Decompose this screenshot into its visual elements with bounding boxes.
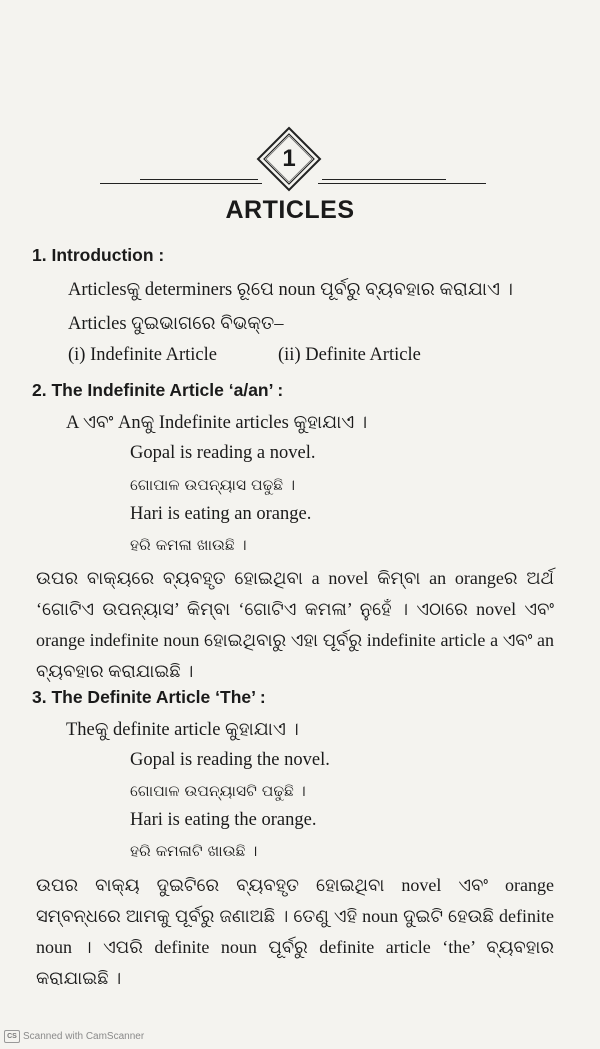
example-translation: ହରି କମଳା ଖାଉଛି । [130,536,247,554]
section-intro: A ଏବଂ Anକୁ Indefinite articles କୁହାଯାଏ । [66,413,368,433]
rule-left [100,183,262,184]
example-sentence: Hari is eating an orange. [130,504,312,524]
article-type-indefinite: (i) Indefinite Article [68,345,217,365]
section-heading-definite-article: 3. The Definite Article ‘The’ : [32,687,266,707]
example-translation: ଗୋପାଳ ଉପନ୍ୟାସଟି ପଢୁଛି । [130,782,306,800]
scanner-watermark [4,1030,144,1043]
example-translation: ଗୋପାଳ ଉପନ୍ୟାସ ପଢୁଛି । [130,476,296,494]
example-translation: ହରି କମଳାଟି ଖାଉଛି । [130,842,258,860]
article-type-definite: (ii) Definite Article [278,345,421,365]
section-heading-introduction: 1. Introduction : [32,245,165,265]
watermark-text: Scanned with CamScanner [23,1031,145,1042]
rule-left-thin [140,179,258,180]
chapter-badge [256,126,322,192]
chapter-title: ARTICLES [225,196,355,224]
rule-right-thin [322,179,446,180]
intro-line: Articles ଦୁଇଭାଗରେ ବିଭକ୍ତ– [68,314,284,334]
section-intro: Theକୁ definite article କୁହାଯାଏ । [66,720,299,740]
rule-right [318,183,486,184]
section-heading-indefinite-article: 2. The Indefinite Article ‘a/an’ : [32,380,284,400]
chapter-number: 1 [282,145,296,172]
explanation-paragraph: ଉପର ବାକ୍ୟରେ ବ୍ୟବହୃତ ହୋଇଥିବା a novel କିମ୍ବା an orangeର ଅର୍ଥ ‘ଗୋଟିଏ ଉପନ୍ୟାସ’ କିମ୍ବା ‘ଗୋଟିଏ କମଳା’ ନୁହେଁ । ଏଠାରେ novel ଏବଂ orange indefinite noun ହୋଇଥିବାରୁ ଏହା ପୂର୍ବରୁ indefinite article a ଏବଂ an ବ୍ୟବହାର କରାଯାଇଛି । [36,568,554,681]
explanation-paragraph: ଉପର ବାକ୍ୟ ଦୁଇଟିରେ ବ୍ୟବହୃତ ହୋଇଥିବା novel ଏବଂ orange ସମ୍ବନ୍ଧରେ ଆମକୁ ପୂର୍ବରୁ ଜଣାଅଛି । ତେଣୁ ଏହି noun ଦୁଇଟି ହେଉଛି definite noun । ଏପରି definite noun ପୂର୍ବରୁ definite article ‘the’ ବ୍ୟବହାର କରାଯାଇଛି । [36,875,554,988]
example-sentence: Hari is eating the orange. [130,810,317,830]
camscanner-logo-icon: CS [4,1030,20,1043]
example-sentence: Gopal is reading a novel. [130,443,316,463]
example-sentence: Gopal is reading the novel. [130,750,330,770]
intro-line: Articlesକୁ determiners ରୂପେ noun ପୂର୍ବରୁ ବ୍ୟବହାର କରାଯାଏ । [68,280,513,300]
